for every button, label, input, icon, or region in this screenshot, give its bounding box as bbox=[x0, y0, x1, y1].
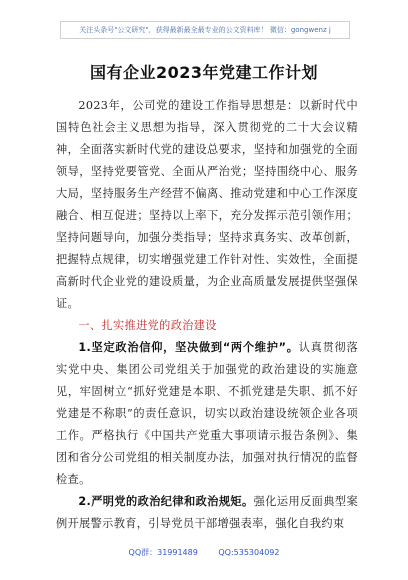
page-footer bbox=[0, 547, 408, 558]
qq-group-text: QQ群：31991489 bbox=[128, 548, 198, 557]
document-body bbox=[56, 95, 358, 535]
item-text: 认真贯彻落实党中央、集团公司党组关于加强党的政治建设的实施意见，牢固树立“抓好党建是本职、不抓党建是失职、抓不好党建是不称职”的责任意识，切实以政治建设统领企业各项工作。严格执行《中国共产党重大事项请示报告条例》、集团和省分公司党组的相关制度办法，加强对执行情况的监督检查。 bbox=[56, 341, 358, 486]
document-title: 国有企业2023年党建工作计划 bbox=[89, 63, 319, 82]
section-item-1 bbox=[56, 337, 358, 491]
item-lead: 1.坚定政治信仰，坚决做到“两个维护”。 bbox=[78, 341, 299, 354]
item-text: 强化运用反面典型案例开展警示教育，引导党员干部增强表率，强化自我约束 bbox=[56, 495, 359, 530]
item-lead: 2.严明党的政治纪律和政治规矩。 bbox=[78, 495, 254, 508]
section-item-2 bbox=[56, 491, 358, 535]
section-heading: 一、扎实推进党的政治建设 bbox=[78, 319, 217, 332]
intro-paragraph: 2023年，公司党的建设工作指导思想是：以新时代中国特色社会主义思想为指导，深入贯彻党的二十大会议精神，全面落实新时代党的建设总要求，坚持和加强党的全面领导，坚持党要管党、全面从严治党；坚持围绕中心、服务大局，坚持服务生产经营不偏离、推动党建和中心工作深度融合、相互促进；坚持以上率下，充分发挥示范引领作用；坚持问题导向，加强分类指导；坚持求真务实、改革创新，把握特点规律，切实增强党建工作针对性、实效性，全面提高新时代企业党的建设质量，为企业高质量发展提供坚强保证。 bbox=[56, 99, 358, 310]
qq-text: QQ:535304092 bbox=[218, 548, 280, 557]
promo-banner: 关注头条号"公文研究"，获得最新最全最专业的公文资料库！ 微信：gongwenz j bbox=[60, 21, 350, 39]
